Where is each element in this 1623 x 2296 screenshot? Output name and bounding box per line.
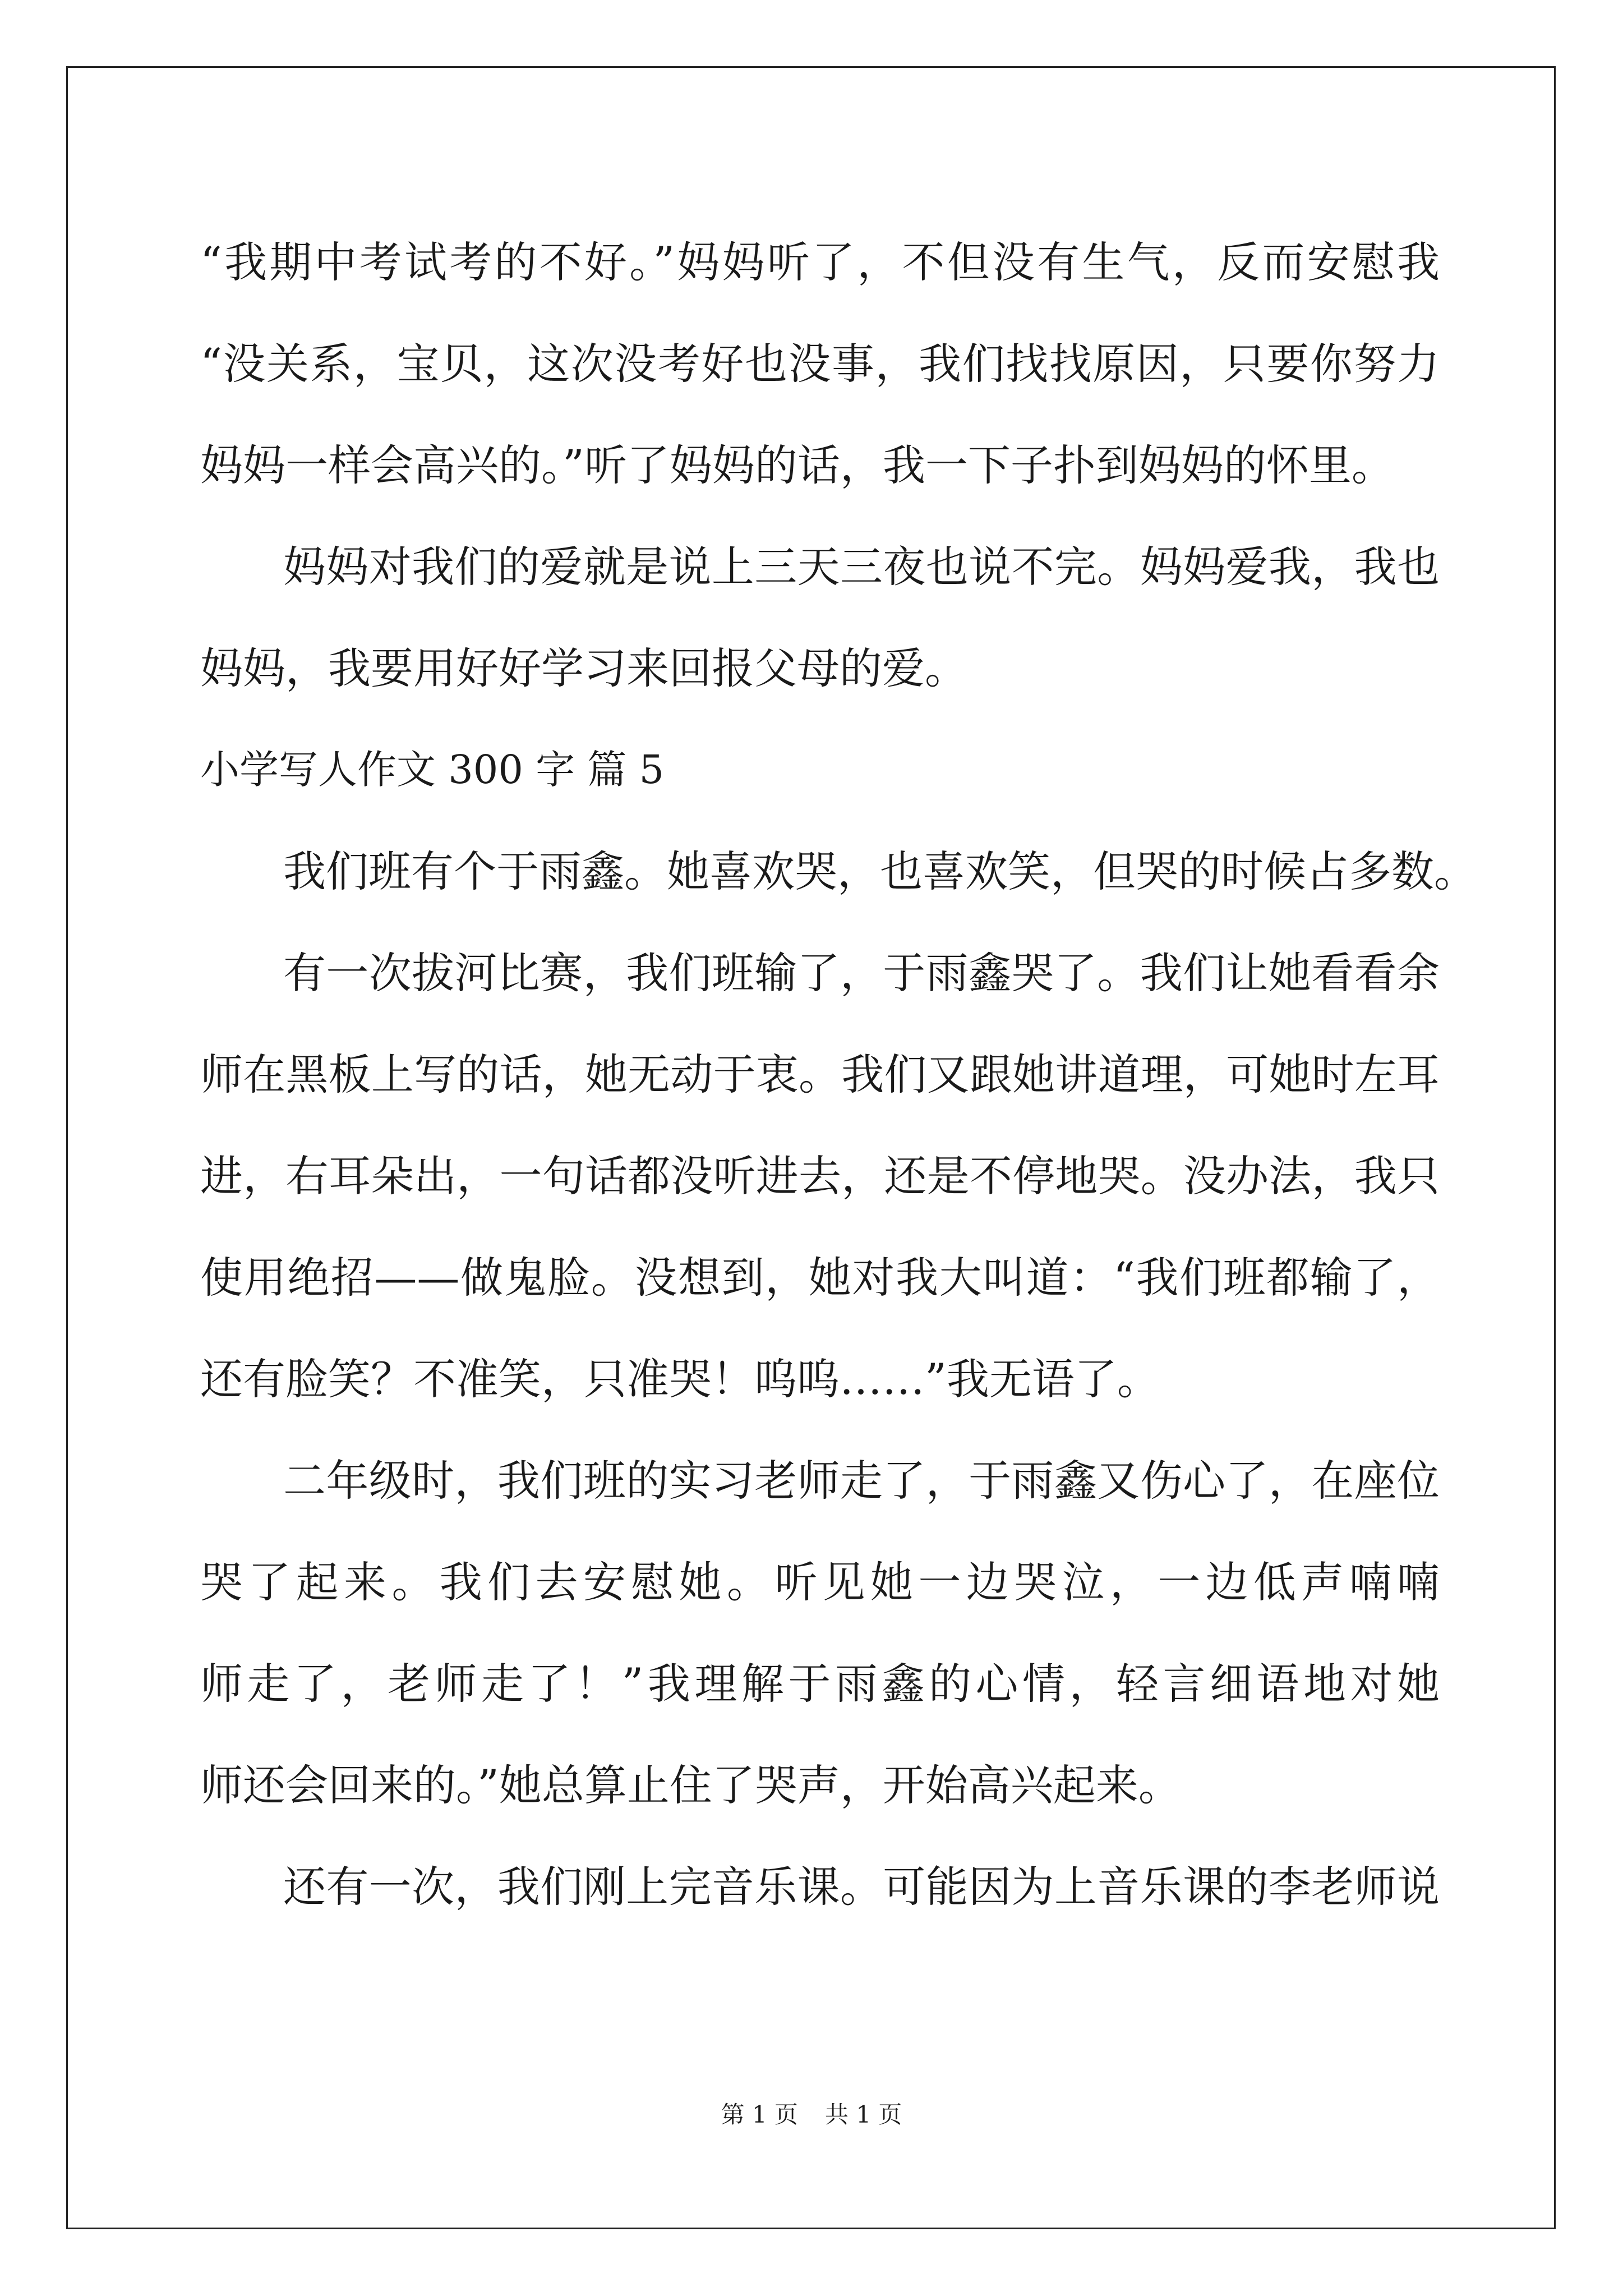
text-line: 使用绝招——做鬼脸。没想到，她对我大叫道：“我们班都输了， xyxy=(200,1253,1440,1303)
paragraph-first-line: 我们班有个于雨鑫。她喜欢哭，也喜欢笑，但哭的时候占多数。 xyxy=(283,846,1477,896)
text-line: 还有脸笑？不准笑，只准哭！呜呜……”我无语了。 xyxy=(200,1354,1160,1404)
text-line: 进，右耳朵出，一句话都没听进去，还是不停地哭。没办法，我只 xyxy=(200,1151,1440,1201)
paragraph-first-line: 有一次拔河比赛，我们班输了，于雨鑫哭了。我们让她看看余 xyxy=(283,948,1440,998)
text-line: 师在黑板上写的话，她无动于衷。我们又跟她讲道理，可她时左耳 xyxy=(200,1050,1440,1099)
document-body xyxy=(200,211,1477,1938)
paragraph-first-line: 还有一次，我们刚上完音乐课。可能因为上音乐课的李老师说 xyxy=(283,1862,1440,1912)
section-heading: 小学写人作文 300 字 篇 5 xyxy=(200,747,665,793)
page-footer xyxy=(0,2098,1623,2132)
text-line: 哭了起来。我们去安慰她。听见她一边哭泣，一边低声喃喃 xyxy=(200,1557,1440,1607)
page-total: 共 1 页 xyxy=(825,2101,902,2128)
paragraph-first-line: 二年级时，我们班的实习老师走了，于雨鑫又伤心了，在座位 xyxy=(283,1456,1440,1506)
page-number: 第 1 页 xyxy=(721,2101,798,2128)
paragraph-first-line: 妈妈对我们的爱就是说上三天三夜也说不完。妈妈爱我，我也 xyxy=(283,542,1440,592)
text-line: 师还会回来的。”她总算止住了哭声，开始高兴起来。 xyxy=(200,1760,1181,1810)
text-line: 妈妈一样会高兴的。”听了妈妈的话，我一下子扑到妈妈的怀里。 xyxy=(200,440,1394,490)
text-line: “没关系，宝贝，这次没考好也没事，我们找找原因，只要你努力 xyxy=(200,339,1440,389)
text-line: 妈妈，我要用好好学习来回报父母的爱。 xyxy=(200,643,967,693)
text-line: “我期中考试考的不好。”妈妈听了，不但没有生气，反而安慰我 xyxy=(200,237,1440,287)
text-line: 师走了，老师走了！”我理解于雨鑫的心情，轻言细语地对她 xyxy=(200,1659,1440,1709)
